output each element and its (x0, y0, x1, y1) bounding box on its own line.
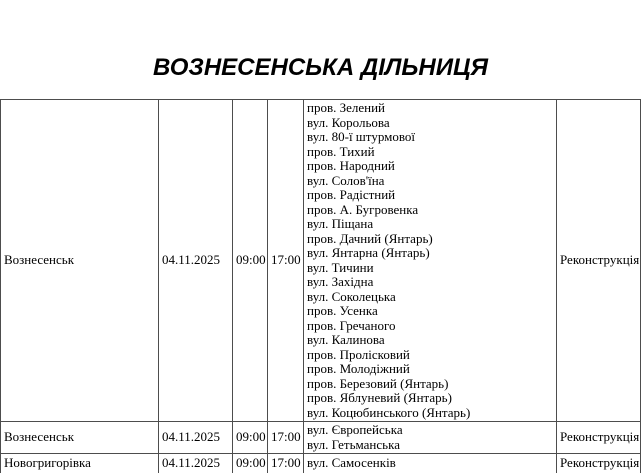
street-item: вул. Калинова (307, 332, 385, 347)
location-cell: Новогригорівка (1, 454, 159, 473)
streets-cell (304, 422, 557, 454)
street-item: пров. Яблуневий (Янтарь) (307, 390, 452, 405)
street-item: пров. Народний (307, 158, 395, 173)
street-item: вул. Тичини (307, 259, 374, 275)
outage-schedule-table (0, 99, 641, 473)
street-item: пров. Пролісковий (307, 346, 410, 362)
street-item: вул. Коцюбинського (Янтарь) (307, 404, 471, 420)
end-time-cell: 17:00 (268, 454, 304, 473)
street-item: вул. Соколецька (307, 288, 396, 304)
street-item: пров. А. Бугровенка (307, 201, 419, 217)
end-time-cell: 17:00 (268, 422, 304, 454)
work-type-cell: Реконструкція (557, 454, 641, 473)
streets-cell (304, 100, 557, 422)
street-item: пров. Молодіжний (307, 361, 410, 376)
table-row (1, 100, 641, 422)
work-type-cell: Реконструкція (557, 422, 641, 454)
street-item: вул. Піщана (307, 216, 374, 231)
start-time-cell: 09:00 (233, 100, 268, 422)
end-time-cell: 17:00 (268, 100, 304, 422)
table-row (1, 454, 641, 473)
location-cell: Вознесенськ (1, 422, 159, 454)
street-item: пров. Зелений (307, 100, 386, 115)
date-cell: 04.11.2025 (159, 422, 233, 454)
street-item: вул. Європейська (307, 422, 403, 437)
streets-cell (304, 454, 557, 473)
table-row (1, 422, 641, 454)
street-item: пров. Березовий (Янтарь) (307, 375, 449, 391)
street-item: вул. Західна (307, 274, 374, 289)
street-item: вул. Самосенків (307, 455, 396, 471)
start-time-cell: 09:00 (233, 454, 268, 473)
street-item: вул. Гетьманська (307, 436, 400, 452)
location-cell: Вознесенськ (1, 100, 159, 422)
street-item: вул. Корольова (307, 114, 390, 130)
date-cell: 04.11.2025 (159, 100, 233, 422)
street-item: пров. Гречаного (307, 317, 396, 333)
date-cell: 04.11.2025 (159, 454, 233, 473)
page-title: ВОЗНЕСЕНСЬКА ДІЛЬНИЦЯ (153, 54, 488, 81)
street-item: пров. Усенка (307, 303, 378, 318)
street-item: пров. Радістний (307, 187, 396, 202)
street-item: пров. Дачний (Янтарь) (307, 230, 433, 246)
street-item: пров. Тихий (307, 143, 375, 159)
street-item: вул. 80-ї штурмової (307, 129, 416, 144)
street-item: вул. Солов'їна (307, 172, 385, 188)
start-time-cell: 09:00 (233, 422, 268, 454)
street-item: вул. Янтарна (Янтарь) (307, 245, 430, 260)
work-type-cell: Реконструкція (557, 100, 641, 422)
